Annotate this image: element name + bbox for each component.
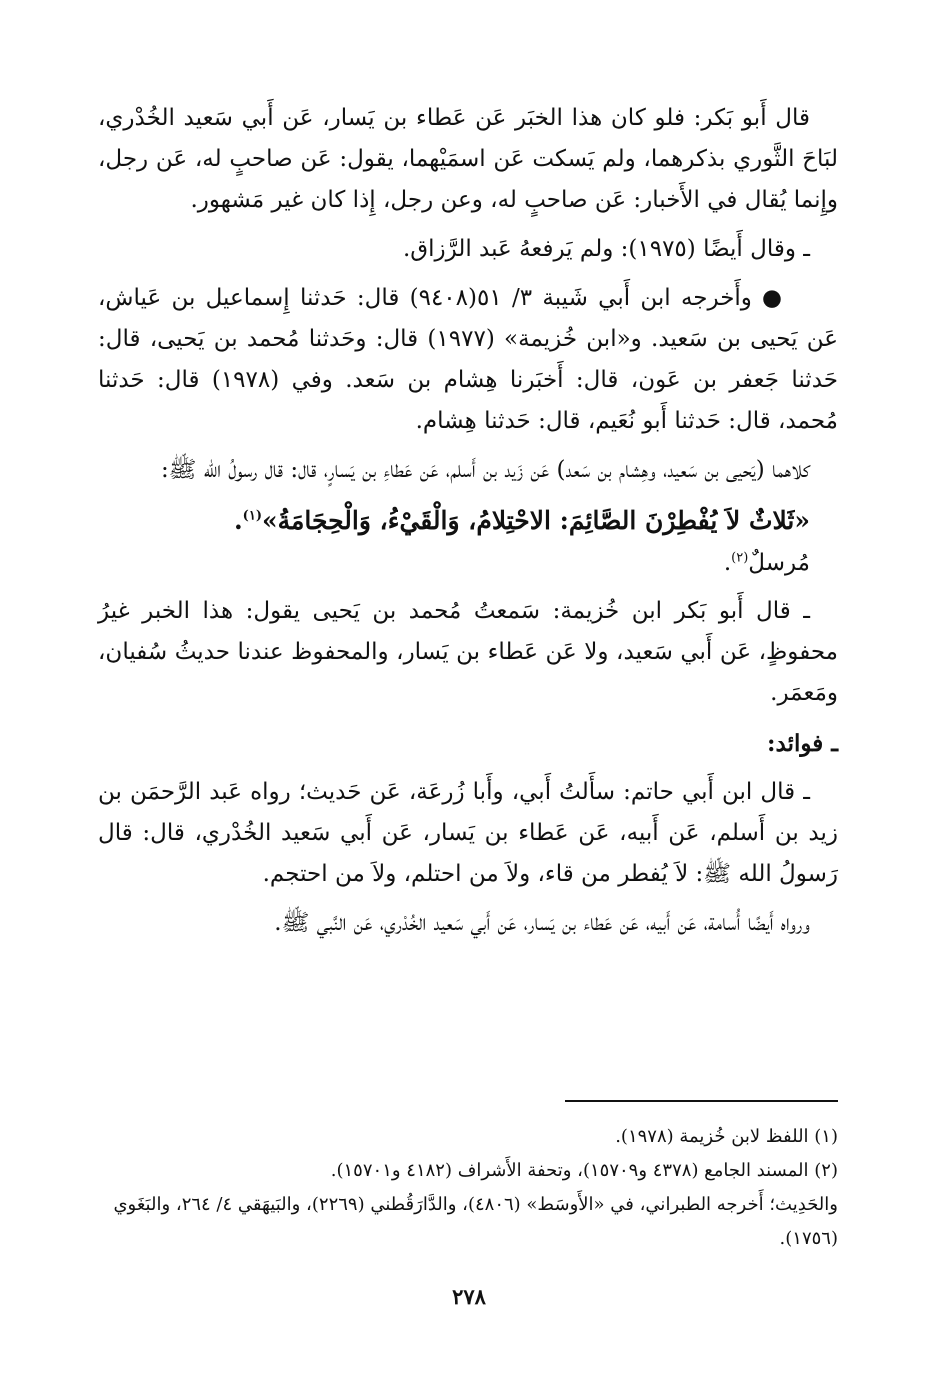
bullet-icon: ● — [761, 285, 782, 311]
footnote-ref-2: (٢) — [731, 550, 749, 566]
footnote-divider — [565, 1100, 838, 1102]
footnote-1: (١) اللفظ لابن خُزيمة (١٩٧٨). — [615, 1126, 838, 1147]
footnote-2: (٢) المسند الجامع (٤٣٧٨ و١٥٧٠٩)، وتحفة الأَشراف (٤١٨٢ و١٥٧٠١). — [330, 1160, 838, 1181]
hadith-quote: «ثَلاثٌ لاَ يُفْطِرْنَ الصَّائِمَ: الاحْتِلامُ، وَالْقَيْءُ، وَالْحِجَامَةُ» — [261, 506, 810, 535]
section-heading-fawaid: ـ فوائد: — [767, 730, 838, 757]
page-number: ٢٧٨ — [452, 1284, 486, 1309]
mursal-text: مُرسلٌ — [748, 550, 810, 576]
footnote-2-continuation: والحَدِيث؛ أَخرجه الطبراني، في «الأَوسَط» (٤٨٠٦)، والدَّارَقُطني (٢٢٦٩)، والبَيهَقي ٤/ ٢٦٤، والبَغَوي (١٧٥٦). — [113, 1194, 838, 1249]
footnotes — [98, 1120, 838, 1256]
paragraph-7: ورواه أَيضًا أُسامة، عَن أَبيه، عَن عَطاء بن يَسار، عَن أَبي سَعيد الخُدْري، عَن النَّبي ﷺ. — [274, 910, 810, 936]
paragraph-4: كلاهما (يَحيى بن سَعيد، وهِشام بن سَعد) عَن زَيد بن أَسلم، عَن عَطاءِ بن يَسارٍ، قال: قال رسولُ الله ﷺ: — [160, 457, 810, 483]
paragraph-5: ـ قال أَبو بَكر ابن خُزيمة: سَمعتُ مُحمد بن يَحيى يقول: هذا الخبر غيرُ محفوظٍ، عَن أَبي سَعيد، ولا عَن عَطاء بن يَسار، والمحفوظ عندنا حديثُ سُفيان، ومَعمَر. — [98, 598, 838, 706]
page-body — [98, 98, 838, 952]
paragraph-2: ـ وقال أَيضًا (١٩٧٥): ولم يَرفعهُ عَبد الرَّزاق. — [402, 236, 810, 262]
footnote-ref-1: (١) — [242, 508, 262, 524]
paragraph-1: قال أَبو بَكر: فلو كان هذا الخبَر عَن عَطاء بن يَسار، عَن أَبي سَعيد الخُدْري، لبَاحَ الثَّوري بذكرهما، ولم يَسكت عَن اسمَيْهما، يقول: عَن صاحبٍ له، عَن رجل، وإِنما يُقال في الأَخبار: عَن صاحبٍ له، وعن رجل، إِذا كان غير مَشهور. — [98, 105, 838, 213]
paragraph-6: ـ قال ابن أَبي حاتم: سأَلتُ أَبي، وأَبا زُرعَة، عَن حَديث؛ رواه عَبد الرَّحمَن بن زيد بن أَسلم، عَن أَبيه، عَن عَطاء بن يَسار، عَن أَبي سَعيد الخُدْري، قال: قال رَسولُ الله ﷺ: لاَ يُفطر من قاء، ولاَ من احتلم، ولاَ من احتجم. — [98, 779, 838, 887]
paragraph-3 — [98, 278, 838, 442]
hadith-text: «ثَلاثٌ لاَ يُفْطِرْنَ الصَّائِمَ: الاحْتِلامُ، وَالْقَيْءُ، وَالْحِجَامَةُ»$^{(١)}$. — [233, 506, 810, 535]
mursal-label: مُرسلٌ$^{(٢)}$. — [723, 550, 810, 576]
paragraph-3-text: وأَخرجه ابن أَبي شَيبة ٣/ ٥١(٩٤٠٨) قال: حَدثنا إِسماعيل بن عَياش، عَن يَحيى بن سَعيد. و«ابن خُزيمة» (١٩٧٧) قال: وحَدثنا مُحمد بن يَحيى، قال: حَدثنا جَعفر بن عَون، قال: أَخبَرنا هِشام بن سَعد. وفي (١٩٧٨) قال: حَدثنا مُحمد، قال: حَدثنا أَبو نُعَيم، قال: حَدثنا هِشام. — [98, 285, 838, 434]
